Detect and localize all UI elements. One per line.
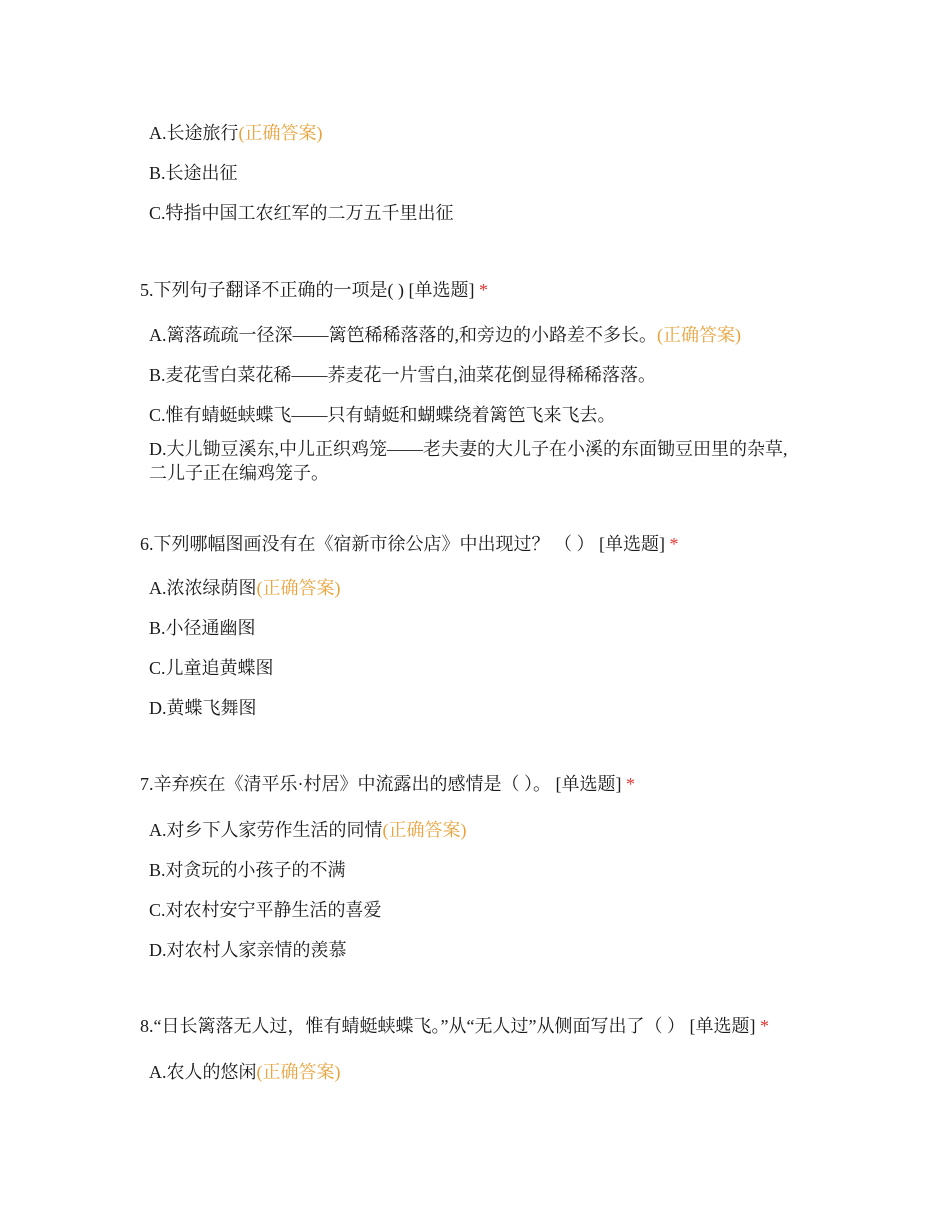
option-7a <box>149 818 467 842</box>
question-6-title <box>140 532 679 556</box>
option-5c <box>149 403 616 427</box>
correct-answer-label: (正确答案) <box>382 820 467 840</box>
question-5-title <box>140 278 488 302</box>
option-4b <box>149 161 238 185</box>
question-text: 7.辛弃疾在《清平乐·村居》中流露出的感情是（ ）。 [单选题] <box>140 774 622 794</box>
option-5b <box>149 363 656 387</box>
option-text: C.特指中国工农红军的二万五千里出征 <box>149 203 454 223</box>
option-text: B.长途出征 <box>149 163 238 183</box>
option-text: C.儿童追黄蝶图 <box>149 658 274 678</box>
option-text: A.农人的悠闲 <box>149 1062 257 1082</box>
option-5d <box>149 437 799 485</box>
option-text: C.对农村安宁平静生活的喜爱 <box>149 900 382 920</box>
question-text: 8.“日长篱落无人过，惟有蜻蜓蛱蝶飞。”从“无人过”从侧面写出了（ ） [单选题] <box>140 1016 756 1036</box>
option-text: B.对贪玩的小孩子的不满 <box>149 860 346 880</box>
option-text: C.惟有蜻蜓蛱蝶飞——只有蜻蜓和蝴蝶绕着篱笆飞来飞去。 <box>149 405 616 425</box>
question-8-title <box>140 1014 769 1038</box>
option-7d <box>149 938 347 962</box>
option-4a <box>149 121 323 145</box>
required-marker: * <box>669 534 679 554</box>
correct-answer-label: (正确答案) <box>238 123 323 143</box>
option-8a <box>149 1060 341 1084</box>
correct-answer-label: (正确答案) <box>256 578 341 598</box>
option-7b <box>149 858 346 882</box>
option-text: D.黄蝶飞舞图 <box>149 698 257 718</box>
option-text: B.小径通幽图 <box>149 618 256 638</box>
option-text: D.对农村人家亲情的羡慕 <box>149 940 347 960</box>
option-text: A.对乡下人家劳作生活的同情 <box>149 820 383 840</box>
option-6d <box>149 696 257 720</box>
option-5a <box>149 323 741 347</box>
option-text: A.篱落疏疏一径深——篱笆稀稀落落的,和旁边的小路差不多长。 <box>149 325 657 345</box>
option-text: B.麦花雪白菜花稀——荞麦花一片雪白,油菜花倒显得稀稀落落。 <box>149 365 657 385</box>
required-marker: * <box>759 1016 769 1036</box>
option-text: D.大儿锄豆溪东,中儿正织鸡笼——老夫妻的大儿子在小溪的东面锄豆田里的杂草,二儿子正在编鸡笼子。 <box>149 439 788 483</box>
option-text: A.浓浓绿荫图 <box>149 578 257 598</box>
correct-answer-label: (正确答案) <box>657 325 741 345</box>
required-marker: * <box>625 774 635 794</box>
question-7-title <box>140 772 635 796</box>
option-6a <box>149 576 341 600</box>
option-7c <box>149 898 382 922</box>
question-text: 6.下列哪幅图画没有在《宿新市徐公店》中出现过？ （ ） [单选题] <box>140 534 665 554</box>
required-marker: * <box>478 280 488 300</box>
option-4c <box>149 201 454 225</box>
question-text: 5.下列句子翻译不正确的一项是( ) [单选题] <box>140 280 475 300</box>
option-text: A.长途旅行 <box>149 123 239 143</box>
option-6c <box>149 656 274 680</box>
option-6b <box>149 616 256 640</box>
correct-answer-label: (正确答案) <box>256 1062 341 1082</box>
